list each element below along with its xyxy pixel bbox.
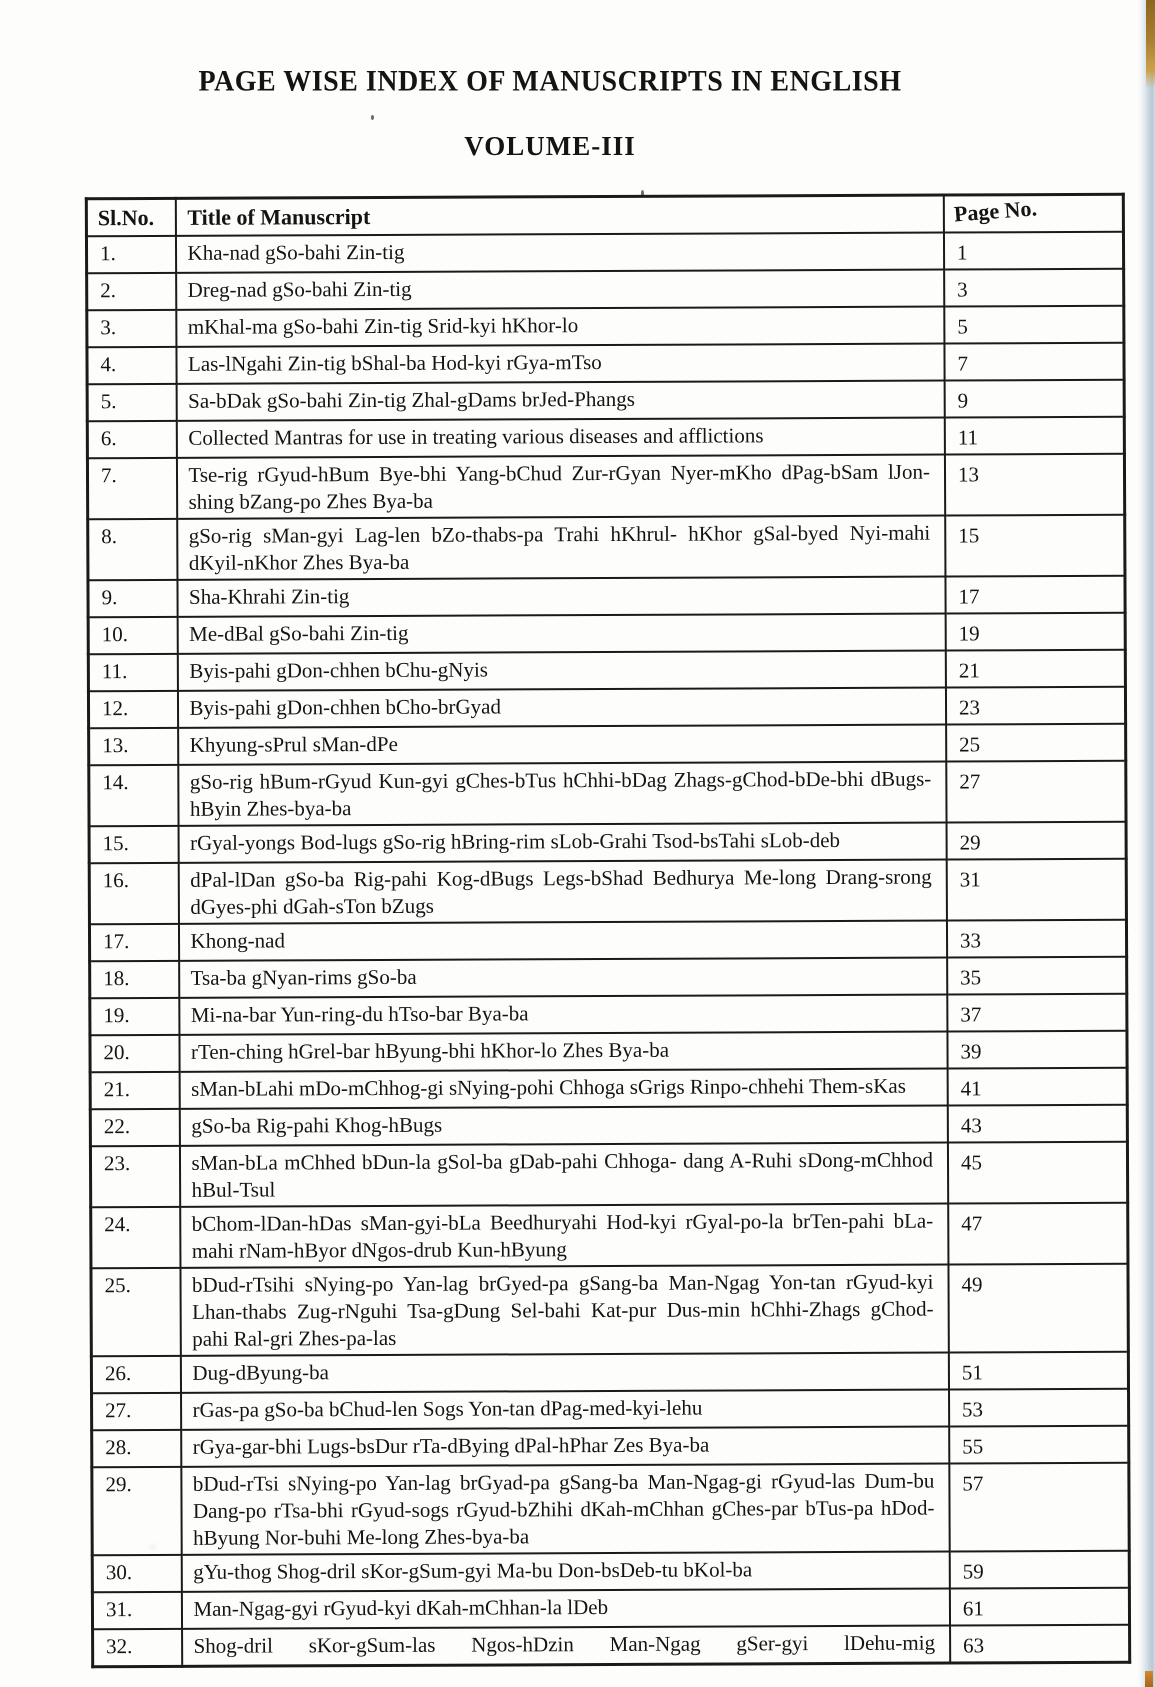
sl-no-cell: 24. — [91, 1207, 181, 1268]
table-row — [90, 1105, 1127, 1147]
table-row — [89, 761, 1126, 827]
sl-no-cell: 13. — [89, 728, 179, 765]
table-row — [90, 1142, 1127, 1208]
page-no-cell: 1 — [944, 232, 1124, 270]
title-cell: Khong-nad — [179, 921, 947, 961]
page-no-cell: 49 — [948, 1264, 1128, 1353]
table-row — [88, 613, 1125, 655]
sl-no-cell: 1. — [86, 236, 176, 273]
table-row — [88, 650, 1125, 692]
sl-no-cell: 2. — [87, 273, 177, 310]
table-row — [92, 1551, 1129, 1593]
title-cell: gSo-rig sMan-gyi Lag-len bZo-thabs-pa Trahi hKhrul- hKhor gSal-byed Nyi-mahi dKyil-nKhor Zhes Bya-ba — [178, 516, 946, 580]
sl-no-cell: 7. — [87, 458, 177, 519]
table-row — [88, 515, 1125, 581]
sl-no-cell: 19. — [90, 998, 180, 1035]
title-cell: Las-lNgahi Zin-tig bShal-ba Hod-kyi rGya-mTso — [177, 344, 945, 384]
page-no-cell: 31 — [947, 859, 1127, 921]
sl-no-cell: 15. — [89, 826, 179, 863]
table-row — [92, 1389, 1129, 1431]
table-row — [89, 822, 1126, 864]
table-row — [90, 994, 1127, 1036]
sl-no-cell: 9. — [88, 580, 178, 617]
title-cell: gSo-ba Rig-pahi Khog-hBugs — [180, 1106, 948, 1146]
page-no-cell: 41 — [948, 1068, 1128, 1106]
binding-mark-top — [1146, 0, 1155, 88]
table-header-row — [86, 194, 1123, 236]
page-no-cell: 39 — [947, 1031, 1127, 1069]
header-title: Title of Manuscript — [176, 195, 944, 236]
page-no-cell: 3 — [944, 269, 1124, 307]
table-row — [90, 1031, 1127, 1073]
page-no-cell: 51 — [949, 1352, 1129, 1390]
sl-no-cell: 14. — [89, 765, 179, 826]
sl-no-cell: 16. — [89, 863, 179, 924]
table-row — [89, 724, 1126, 766]
table-row — [88, 576, 1125, 618]
title-cell: sMan-bLa mChhed bDun-la gSol-ba gDab-pahi Chhoga- dang A-Ruhi sDong-mChhod hBul-Tsul — [180, 1143, 948, 1207]
page-no-cell: 23 — [946, 687, 1126, 725]
page-no-cell: 61 — [950, 1588, 1130, 1626]
page-no-cell: 13 — [945, 454, 1125, 516]
sl-no-cell: 5. — [87, 384, 177, 421]
table-row — [91, 1264, 1128, 1357]
header-sl-no: Sl.No. — [86, 198, 176, 236]
sl-no-cell: 6. — [87, 421, 177, 458]
title-cell: Me-dBal gSo-bahi Zin-tig — [178, 614, 946, 654]
page-no-cell: 27 — [946, 761, 1126, 823]
title-cell: rGyal-yongs Bod-lugs gSo-rig hBring-rim sLob-Grahi Tsod-bsTahi sLob-deb — [179, 823, 947, 863]
table-row — [93, 1625, 1130, 1667]
page-edge-shadow — [1138, 0, 1155, 1687]
sl-no-cell: 30. — [92, 1555, 182, 1592]
title-cell: mKhal-ma gSo-bahi Zin-tig Srid-kyi hKhor-lo — [177, 307, 945, 347]
title-cell: Dug-dByung-ba — [181, 1353, 949, 1393]
page-no-cell: 57 — [949, 1463, 1129, 1552]
title-cell: Shog-dril sKor-gSum-las Ngos-hDzin Man-Ngag gSer-gyi lDehu-mig — [182, 1626, 950, 1667]
sl-no-cell: 4. — [87, 347, 177, 384]
page-no-cell: 19 — [946, 613, 1126, 651]
title-cell: bDud-rTsi sNying-po Yan-lag brGyad-pa gSang-ba Man-Ngag-gi rGyud-las Dum-bu Dang-po rTsa-bhi rGyud-sogs rGyud-bZhihi dKah-mChhan gChes-par bTus-pa hDod-hByung Nor-buhi Me-long Zhes-bya-ba — [182, 1464, 950, 1555]
header-page-no: Page No. — [944, 194, 1124, 232]
table-row — [91, 1352, 1128, 1394]
title-cell: rTen-ching hGrel-bar hByung-bhi hKhor-lo Zhes Bya-ba — [180, 1032, 948, 1072]
table-row — [88, 687, 1125, 729]
sl-no-cell: 11. — [88, 654, 178, 691]
sl-no-cell: 31. — [92, 1592, 182, 1629]
table-row — [87, 306, 1124, 348]
table-row — [91, 1203, 1128, 1269]
page-no-cell: 21 — [946, 650, 1126, 688]
page-no-cell: 17 — [945, 576, 1125, 614]
table-row — [89, 920, 1126, 962]
title-cell: bChom-lDan-hDas sMan-gyi-bLa Beedhuryahi Hod-kyi rGyal-po-la brTen-pahi bLa-mahi rNam-hByor dNgos-drub Kun-hByung — [181, 1204, 949, 1268]
table-row — [87, 269, 1124, 311]
sl-no-cell: 27. — [92, 1393, 182, 1430]
sl-no-cell: 18. — [90, 961, 180, 998]
title-cell: rGas-pa gSo-ba bChud-len Sogs Yon-tan dPag-med-kyi-lehu — [181, 1390, 949, 1430]
page-no-cell: 43 — [948, 1105, 1128, 1143]
table-row — [92, 1588, 1129, 1630]
sl-no-cell: 8. — [88, 519, 178, 580]
title-cell: gSo-rig hBum-rGyud Kun-gyi gChes-bTus hChhi-bDag Zhags-gChod-bDe-bhi dBugs-hByin Zhes-bya-ba — [179, 762, 947, 826]
sl-no-cell: 10. — [88, 617, 178, 654]
table-row — [87, 454, 1124, 520]
binding-mark-bottom — [1145, 1671, 1153, 1687]
title-cell: bDud-rTsihi sNying-po Yan-lag brGyed-pa gSang-ba Man-Ngag Yon-tan rGyud-kyi Lhan-thabs Zug-rNguhi Tsa-gDung Sel-bahi Kat-pur Dus-min hChhi-Zhags gChod-pahi Ral-gri Zhes-pa-las — [181, 1265, 949, 1356]
title-cell: Sa-bDak gSo-bahi Zin-tig Zhal-gDams brJed-Phangs — [177, 381, 945, 421]
title-cell: dPal-lDan gSo-ba Rig-pahi Kog-dBugs Legs-bShad Bedhurya Me-long Drang-srong dGyes-phi dGah-sTon bZugs — [179, 860, 947, 924]
page-no-cell: 7 — [944, 343, 1124, 381]
title-cell: Mi-na-bar Yun-ring-du hTso-bar Bya-ba — [180, 995, 948, 1035]
sl-no-cell: 12. — [88, 691, 178, 728]
manuscript-index-table-wrap — [85, 193, 1131, 1669]
scan-speck — [371, 115, 374, 120]
page-no-cell: 45 — [948, 1142, 1128, 1204]
manuscript-index-table — [85, 193, 1131, 1669]
manuscript-table-body — [86, 232, 1129, 1667]
table-row — [90, 1068, 1127, 1110]
title-cell: Collected Mantras for use in treating various diseases and afflictions — [177, 418, 945, 458]
table-row — [87, 343, 1124, 385]
sl-no-cell: 26. — [91, 1356, 181, 1393]
table-row — [92, 1426, 1129, 1468]
title-cell: Kha-nad gSo-bahi Zin-tig — [176, 233, 944, 273]
page-no-cell: 11 — [945, 417, 1125, 455]
sl-no-cell: 23. — [90, 1146, 180, 1207]
page-title: PAGE WISE INDEX OF MANUSCRIPTS IN ENGLISH — [198, 65, 902, 98]
title-cell: sMan-bLahi mDo-mChhog-gi sNying-pohi Chhoga sGrigs Rinpo-chhehi Them-sKas — [180, 1069, 948, 1109]
title-cell: Tsa-ba gNyan-rims gSo-ba — [180, 958, 948, 998]
page-no-cell: 29 — [946, 822, 1126, 860]
sl-no-cell: 28. — [92, 1430, 182, 1467]
title-cell: Sha-Khrahi Zin-tig — [178, 577, 946, 617]
sl-no-cell: 20. — [90, 1035, 180, 1072]
title-cell: Tse-rig rGyud-hBum Bye-bhi Yang-bChud Zur-rGyan Nyer-mKho dPag-bSam lJon-shing bZang-po Zhes Bya-ba — [177, 455, 945, 519]
page-no-cell: 15 — [945, 515, 1125, 577]
title-cell: rGya-gar-bhi Lugs-bsDur rTa-dBying dPal-hPhar Zes Bya-ba — [182, 1427, 950, 1467]
title-cell: Man-Ngag-gyi rGyud-kyi dKah-mChhan-la lDeb — [182, 1589, 950, 1629]
page-no-cell: 59 — [950, 1551, 1130, 1589]
sl-no-cell: 21. — [90, 1072, 180, 1109]
sl-no-cell: 29. — [92, 1467, 182, 1555]
page-no-cell: 5 — [944, 306, 1124, 344]
table-row — [89, 859, 1126, 925]
volume-subtitle: VOLUME-III — [464, 131, 636, 161]
sl-no-cell: 25. — [91, 1268, 181, 1356]
page-no-cell: 55 — [949, 1426, 1129, 1464]
table-row — [87, 380, 1124, 422]
page-no-cell: 35 — [947, 957, 1127, 995]
title-cell: Byis-pahi gDon-chhen bCho-brGyad — [178, 688, 946, 728]
page-no-cell: 9 — [945, 380, 1125, 418]
title-cell: Dreg-nad gSo-bahi Zin-tig — [177, 270, 945, 310]
table-row — [90, 957, 1127, 999]
page-no-cell: 25 — [946, 724, 1126, 762]
page-no-cell: 53 — [949, 1389, 1129, 1427]
page-no-cell: 33 — [947, 920, 1127, 958]
sl-no-cell: 22. — [90, 1109, 180, 1146]
page-headings — [0, 66, 1100, 162]
table-row — [92, 1463, 1129, 1556]
sl-no-cell: 3. — [87, 310, 177, 347]
page-no-cell: 37 — [947, 994, 1127, 1032]
table-row — [87, 417, 1124, 459]
title-cell: Khyung-sPrul sMan-dPe — [179, 725, 947, 765]
page-no-cell: 63 — [950, 1625, 1130, 1663]
title-cell: Byis-pahi gDon-chhen bChu-gNyis — [178, 651, 946, 691]
title-cell: gYu-thog Shog-dril sKor-gSum-gyi Ma-bu Don-bsDeb-tu bKol-ba — [182, 1552, 950, 1592]
table-row — [86, 232, 1123, 274]
sl-no-cell: 32. — [93, 1629, 183, 1667]
sl-no-cell: 17. — [89, 924, 179, 961]
page-no-cell: 47 — [948, 1203, 1128, 1265]
